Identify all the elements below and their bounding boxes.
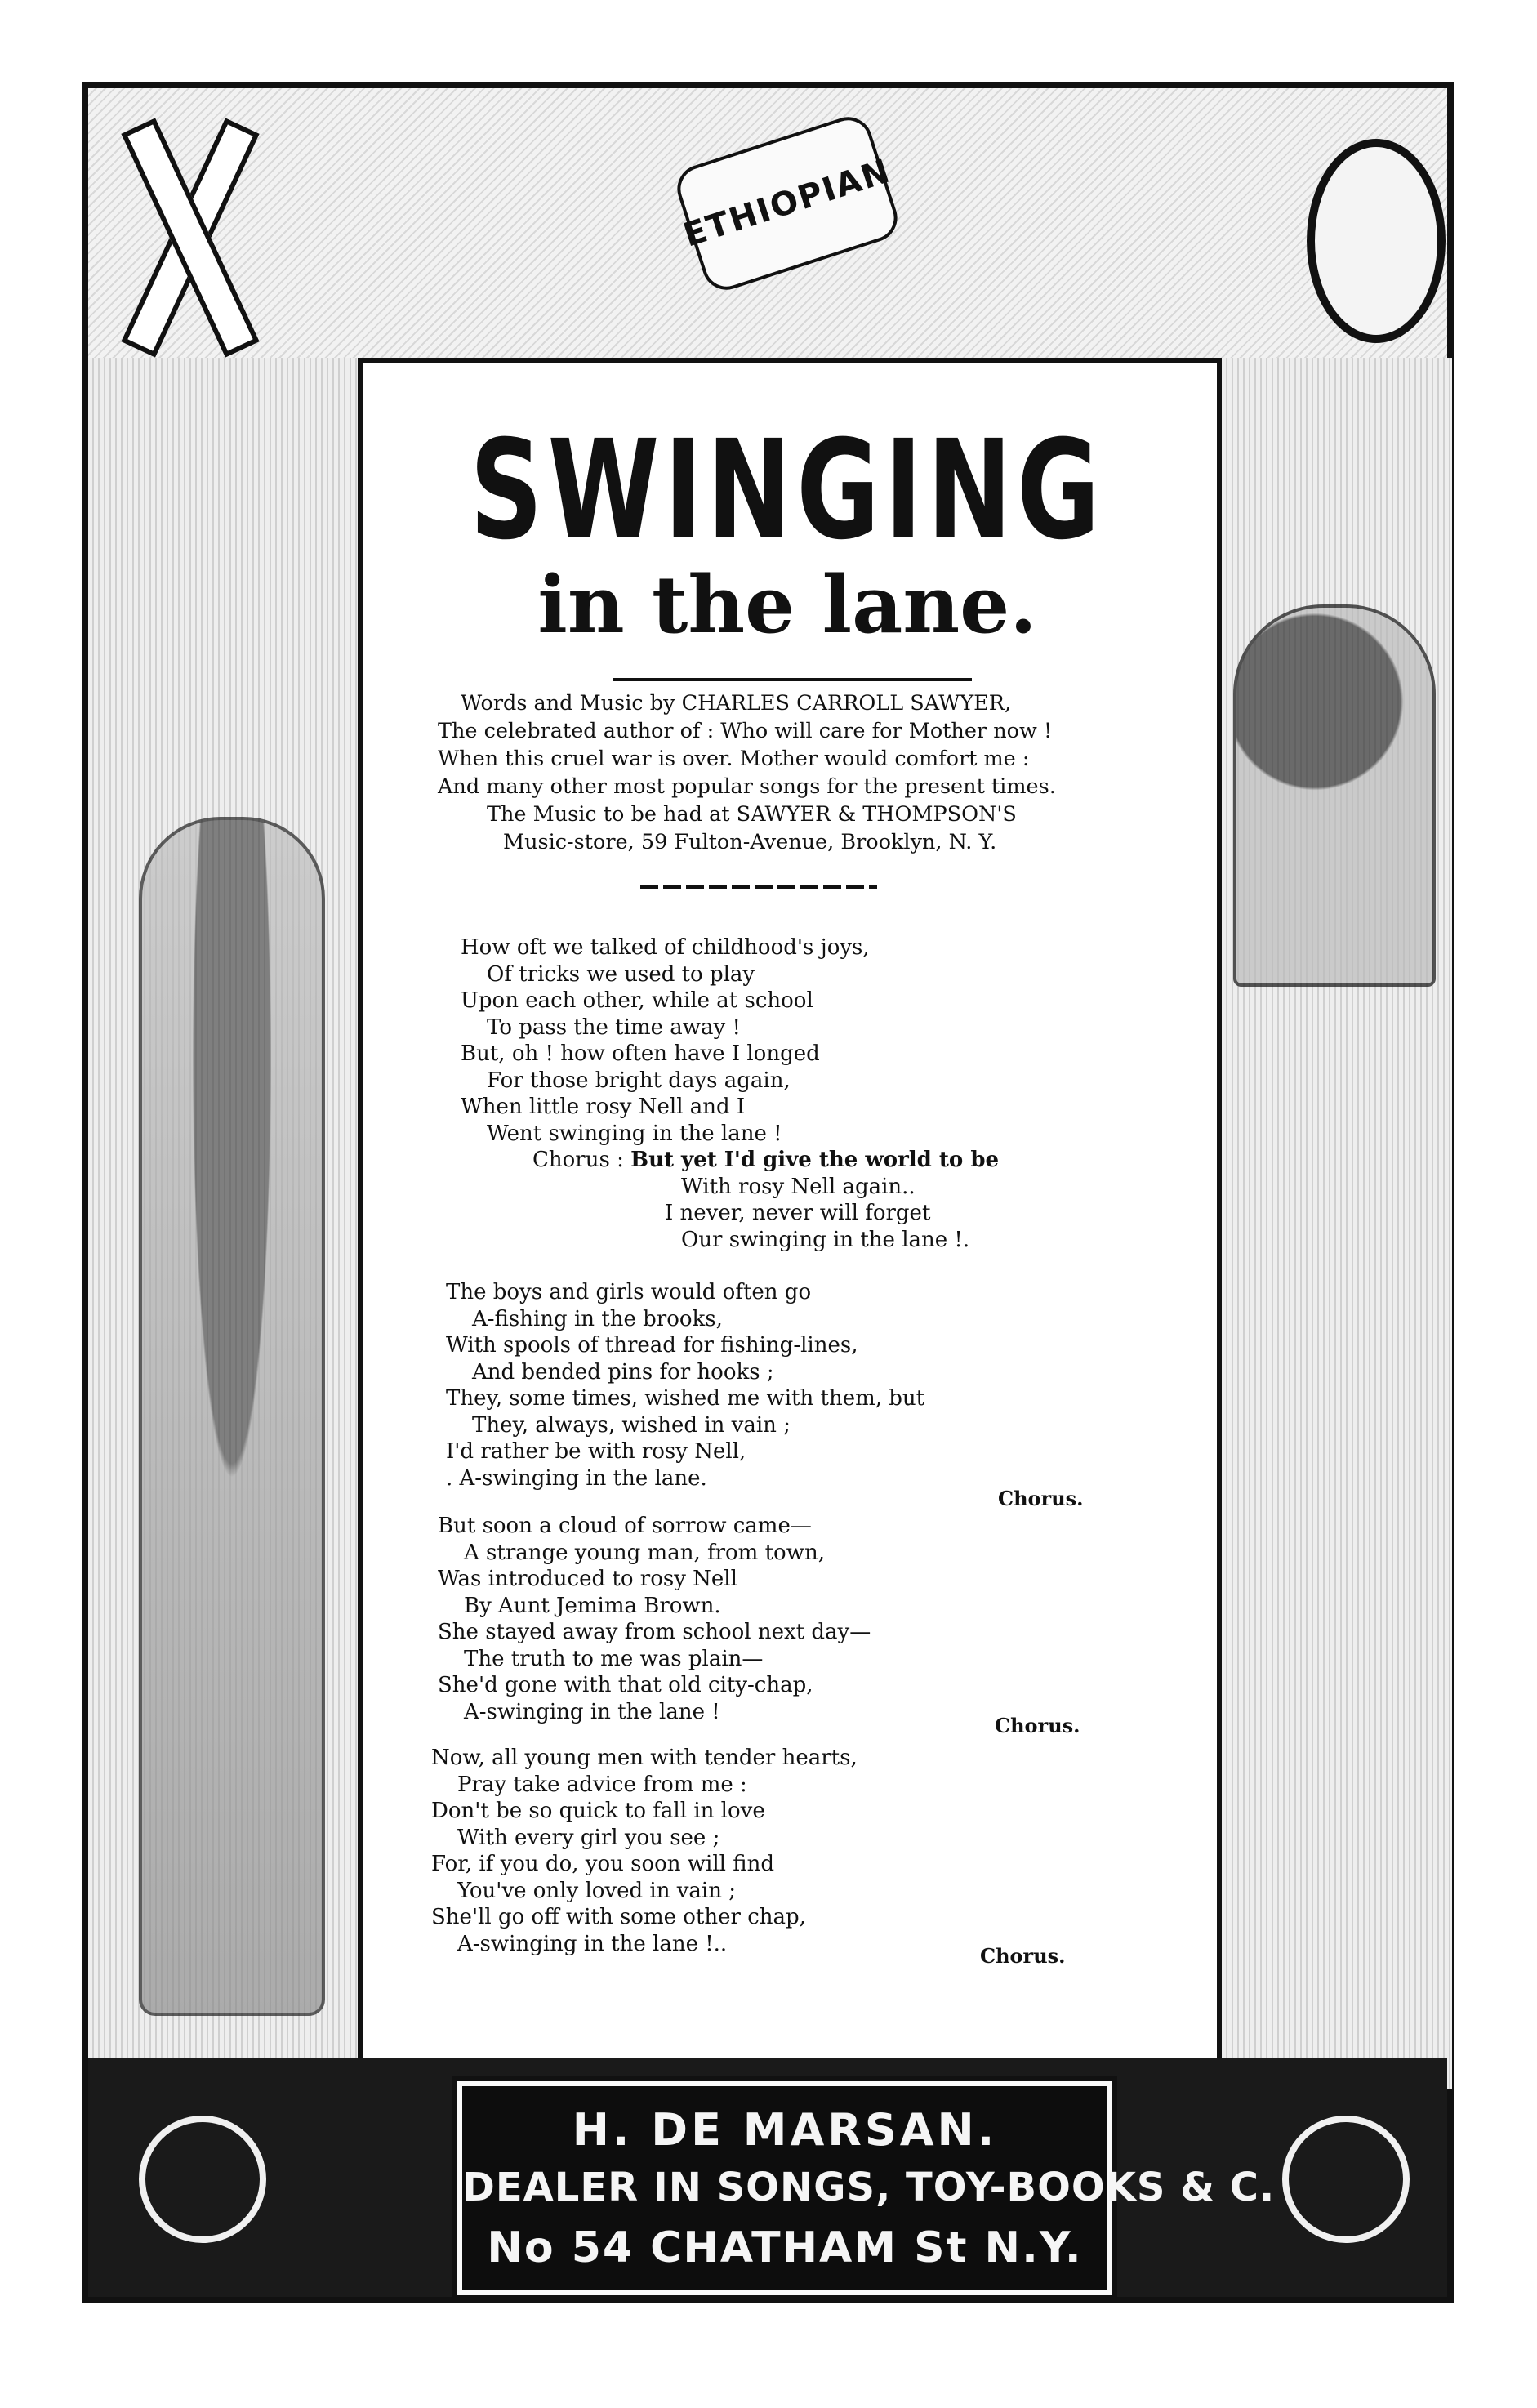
verse-line: A-swinging in the lane !.. [457,1931,728,1956]
credit-line: And many other most popular songs for the present times. [438,774,1056,799]
credits-divider [640,885,877,889]
verse-line: Went swinging in the lane ! [487,1121,782,1146]
verse-line: Was introduced to rosy Nell [438,1567,737,1591]
publisher-name: H. DE MARSAN. [572,2104,998,2156]
verse-line: Pray take advice from me : [457,1772,747,1797]
verse-3 [438,1513,871,1725]
verse-line: A strange young man, from town, [464,1540,825,1565]
chorus-tag: Chorus. [995,1714,1080,1737]
credits-block [438,689,1156,856]
verse-line: For those bright days again, [487,1068,791,1093]
verse-2 [446,1279,924,1492]
verse-line: They, some times, wished me with them, but [446,1386,925,1411]
verse-line: When little rosy Nell and I [461,1095,746,1119]
verse-line: And bended pins for hooks ; [472,1359,774,1385]
publisher-address: No 54 CHATHAM St N.Y. [487,2223,1083,2272]
credit-line: The Music to be had at SAWYER & THOMPSON'S [487,802,1017,827]
verse-line: To pass the time away ! [487,1014,741,1040]
credit-line: The celebrated author of : Who will care for Mother now ! [438,719,1053,743]
song-subtitle: in the lane. [537,559,1037,651]
credit-line: Words and Music by CHARLES CARROLL SAWYER, [461,691,1012,716]
verse-line: With every girl you see ; [457,1825,720,1850]
verse-1 [461,934,999,1253]
verse-line: But, oh ! how often have I longed [461,1041,820,1066]
verse-line: How oft we talked of childhood's joys, [461,935,870,960]
chorus-line [461,1147,999,1174]
chorus-tag: Chorus. [980,1944,1066,1968]
verse-line: I'd rather be with rosy Nell, [446,1439,746,1464]
title-divider [613,678,972,681]
verse-line: The truth to me was plain— [464,1646,764,1671]
verse-line: A-fishing in the brooks, [472,1306,723,1331]
tambourine-icon [1307,139,1446,343]
verse-line: She'd gone with that old city-chap, [438,1673,813,1697]
song-sheet-content [363,363,1212,2053]
banjo-player-illustration [139,817,325,2016]
chorus-line: Our swinging in the lane !. [681,1227,970,1252]
verse-line: Now, all young men with tender hearts, [431,1746,858,1770]
chorus-line: I never, never will forget [665,1201,931,1225]
verse-line: . A-swinging in the lane. [446,1465,707,1491]
verse-line: A-swinging in the lane ! [464,1699,720,1724]
verse-line: Of tricks we used to play [487,961,755,987]
credit-line: When this cruel war is over. Mother would comfort me : [438,747,1030,771]
publisher-plate [457,2081,1276,2295]
verse-line: By Aunt Jemima Brown. [464,1593,721,1618]
verse-line: With spools of thread for fishing-lines, [446,1333,858,1358]
verse-4 [431,1745,858,1957]
verse-line: For, if you do, you soon will find [431,1852,774,1876]
publisher-trade: DEALER IN SONGS, TOY-BOOKS & C. [462,2165,1276,2210]
verse-line: They, always, wished in vain ; [472,1412,791,1438]
chorus-text: But yet I'd give the world to be [630,1148,1000,1172]
crossed-bones-icon [123,114,245,351]
verse-line: She'll go off with some other chap, [431,1905,806,1929]
song-title: SWINGING [470,412,1105,571]
figure-portrait-illustration [1233,604,1436,987]
verse-line: You've only loved in vain ; [457,1878,737,1903]
verse-line: Upon each other, while at school [461,988,813,1013]
chorus-label: Chorus : [532,1148,624,1172]
right-scroll-ornament-icon [1282,2116,1410,2243]
chorus-line: With rosy Nell again.. [681,1174,916,1199]
banner-text: ETHIOPIAN [679,152,896,255]
left-scroll-ornament-icon [139,2116,266,2243]
credit-line: Music-store, 59 Fulton-Avenue, Brooklyn, N. Y. [503,830,997,854]
verse-line: The boys and girls would often go [446,1280,812,1304]
verse-line: Don't be so quick to fall in love [431,1799,765,1823]
verse-line: She stayed away from school next day— [438,1620,871,1644]
chorus-tag: Chorus. [998,1487,1084,1510]
verse-line: But soon a cloud of sorrow came— [438,1514,812,1538]
